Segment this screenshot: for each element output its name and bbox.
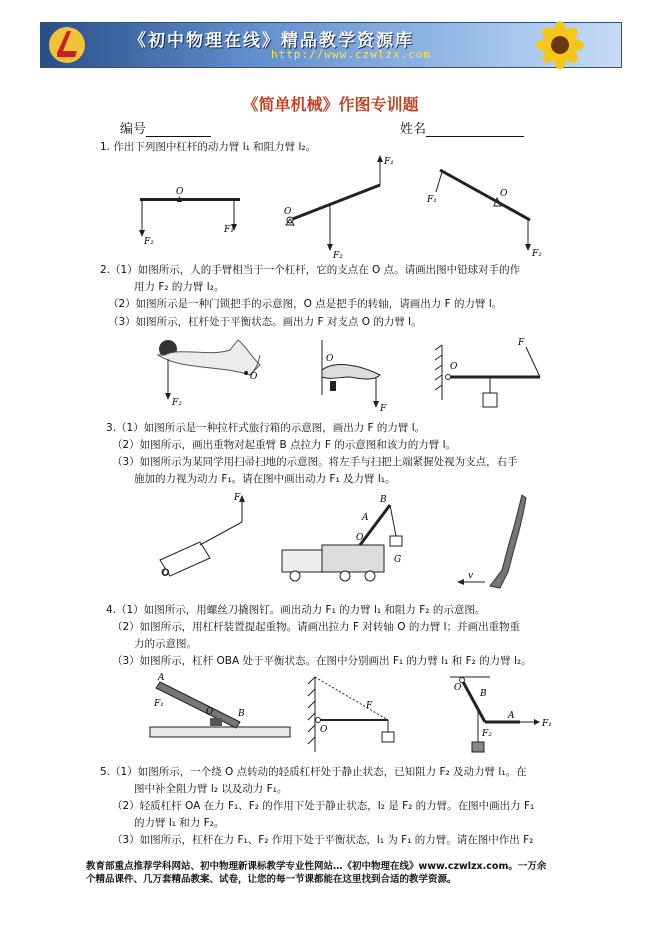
label-f2: F₂: [172, 398, 182, 408]
label-g: G: [394, 555, 402, 565]
q2-arm-figure: [158, 340, 260, 408]
label-b: B: [480, 689, 487, 699]
question-5-2b: 的力臂 l₁ 和力 F₂。: [134, 817, 225, 829]
question-3-1: 3.（1）如图所示是一种拉杆式旅行箱的示意图，画出力 F 的力臂 l。: [106, 422, 426, 434]
label-f2: F₂: [144, 237, 154, 247]
footer-line-2: 个精品课件、几万套精品教案、试卷，让您的每一节课都能在这里找到合适的教学资源。: [86, 874, 457, 885]
banner-title: 《初中物理在线》精品教学资源库: [129, 31, 414, 51]
question-3-3b: 施加的力视为动力 F₁。请在图中画出动力 F₁ 及力臂 l₁。: [134, 473, 396, 485]
question-2-3: （3）如图所示，杠杆处于平衡状态。画出力 F 对支点 O 的力臂 l。: [108, 316, 422, 328]
q3-crane-figure: [282, 495, 402, 581]
question-5-3: （3）如图所示，杠杆在力 F₁、F₂ 作用下处于平衡状态，l₁ 为 F₁ 的力臂。请在图中作出 F₂: [112, 834, 534, 846]
name-blank[interactable]: [426, 123, 524, 137]
footer-line-1: 教育部重点推荐学科网站、初中物理新课标教学专业性网站…《初中物理在线》www.czwlzx.com。一万余: [86, 861, 547, 872]
q3-figures: [150, 490, 550, 595]
banner-url[interactable]: http://www.czwlzx.com: [271, 48, 432, 61]
label-f1: F₁: [154, 699, 164, 709]
question-2-1b: 用力 F₂ 的力臂 l₂。: [134, 281, 225, 293]
label-o: O: [250, 372, 258, 382]
label-f2: F₂: [333, 251, 343, 261]
question-5-1b: 图中补全阻力臂 l₂ 以及动力 F₁。: [134, 783, 288, 795]
q2-wall-lever-figure: [435, 338, 540, 407]
header-banner: [40, 22, 622, 68]
label-f2: F₂: [532, 249, 542, 259]
label-o: O: [326, 354, 334, 364]
question-4-2b: 力的示意图。: [134, 638, 197, 650]
q4-figures: [140, 672, 560, 757]
label-a: A: [508, 711, 515, 721]
q1-lever-seesaw: [426, 170, 542, 259]
q4-oba-lever-figure: [450, 677, 552, 752]
question-5-2a: （2）轻质杠杆 OA 在力 F₁、F₂ 的作用下处于静止状态，l₂ 是 F₂ 的力臂。在图中画出力 F₁: [112, 800, 535, 812]
q1-figures: [130, 150, 600, 265]
page-title: 《简单机械》作图专训题: [242, 95, 419, 114]
q1-lever-horizontal: [139, 187, 240, 247]
question-4-2a: （2）如图所示，用杠杆装置提起重物。请画出拉力 F 对转轴 O 的力臂 l；并画出重物重: [112, 621, 521, 633]
question-2-1a: 2.（1）如图所示，人的手臂相当于一个杠杆，它的支点在 O 点。请画出图中铅球对手的作: [100, 264, 521, 276]
label-o: O: [176, 187, 184, 197]
label-f1: F₁: [427, 195, 437, 205]
q3-broom-figure: [457, 495, 526, 588]
q2-door-handle-figure: [322, 340, 387, 414]
label-v: v: [468, 571, 474, 581]
label-b: B: [238, 709, 245, 719]
question-2-2: （2）如图所示是一种门锁把手的示意图，O 点是把手的转轴，请画出力 F 的力臂 l。: [108, 298, 503, 310]
q2-figures: [150, 335, 550, 415]
label-o: O: [206, 707, 214, 717]
label-o: O: [320, 725, 328, 735]
question-4-3: （3）如图所示，杠杆 OBA 处于平衡状态。在图中分别画出 F₁ 的力臂 l₁ 和 F₂ 的力臂 l₂。: [112, 655, 532, 667]
label-o: O: [356, 533, 364, 543]
sunflower-icon: [531, 21, 589, 69]
label-f2: F₂: [482, 729, 492, 739]
label-o: O: [284, 207, 292, 217]
label-a: A: [158, 673, 165, 683]
label-o: O: [454, 683, 462, 693]
name-field: [400, 118, 524, 137]
number-field: [120, 118, 211, 137]
label-a: A: [362, 513, 369, 523]
label-f: F: [380, 404, 387, 414]
footer: [86, 860, 586, 886]
label-f1: F₁: [542, 719, 552, 729]
label-f1: F₁: [384, 157, 394, 167]
label-f: F: [518, 338, 525, 348]
label-o: O: [162, 569, 170, 579]
name-label: 姓名: [400, 122, 427, 137]
logo-icon: [47, 25, 87, 65]
q4-pulley-lever-figure: [308, 677, 394, 752]
label-o: O: [500, 189, 508, 199]
q3-suitcase-figure: [160, 493, 245, 579]
label-b: B: [380, 495, 387, 505]
q1-lever-inclined: [284, 155, 394, 261]
label-f1: F₁: [224, 225, 234, 235]
question-3-3a: （3）如图所示为某同学用扫帚扫地的示意图。将左手与扫把上端紧握处视为支点，右手: [112, 456, 518, 468]
label-o: O: [450, 362, 458, 372]
label-f: F: [234, 493, 241, 503]
question-1: 1. 作出下列图中杠杆的动力臂 l₁ 和阻力臂 l₂。: [100, 141, 317, 153]
question-5-1a: 5.（1）如图所示，一个绕 O 点转动的轻质杠杆处于静止状态，已知阻力 F₂ 及动力臂 l₁。在: [100, 766, 527, 778]
label-f: F: [366, 701, 373, 711]
number-label: 编号: [120, 122, 147, 137]
number-blank[interactable]: [146, 123, 211, 137]
q4-screwdriver-figure: [150, 673, 290, 737]
question-4-1: 4.（1）如图所示，用螺丝刀撬图钉。画出动力 F₁ 的力臂 l₁ 和阻力 F₂ 的示意图。: [106, 604, 486, 616]
question-3-2: （2）如图所示，画出重物对起重臂 B 点拉力 F 的示意图和该力的力臂 l。: [112, 439, 457, 451]
